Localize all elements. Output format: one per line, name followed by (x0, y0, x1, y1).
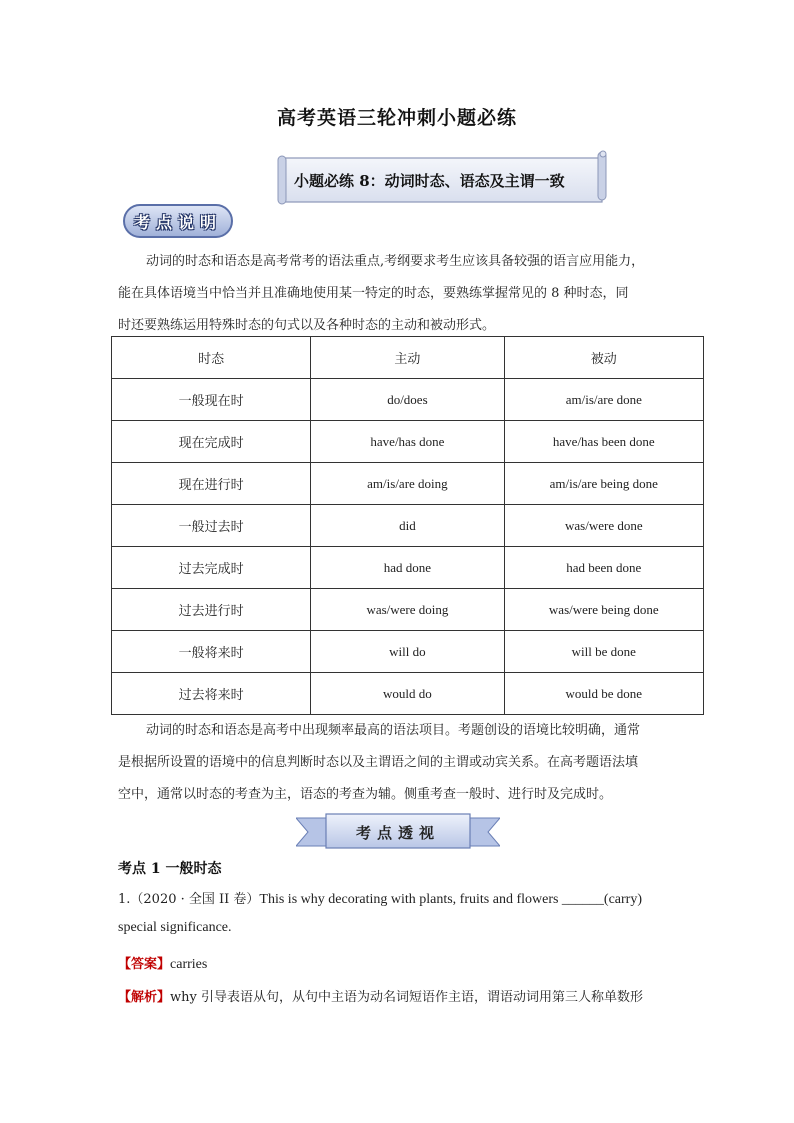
table-cell: am/is/are being done (504, 463, 703, 505)
table-cell: 过去完成时 (112, 547, 311, 589)
table-cell: have/has done (311, 421, 504, 463)
table-cell: would be done (504, 673, 703, 715)
table-cell: 一般过去时 (112, 505, 311, 547)
table-row (112, 589, 704, 631)
column-header: 时态 (112, 337, 311, 379)
answer-text: carries (170, 957, 208, 972)
table-row (112, 421, 704, 463)
table-cell: am/is/are doing (311, 463, 504, 505)
table-cell: was/were being done (504, 589, 703, 631)
table-cell: would do (311, 673, 504, 715)
table-cell: had done (311, 547, 504, 589)
question-1-continuation: special significance. (118, 920, 232, 935)
table-row (112, 547, 704, 589)
analysis-tag: 【解析】 (118, 990, 171, 1005)
summary-line: 空中，通常以时态的考查为主，语态的考查为辅。侧重考查一般时、进行时及完成时。 (118, 787, 613, 802)
summary-paragraph (118, 715, 688, 811)
analysis-text: why 引导表语从句，从句中主语为动名词短语作主语，谓语动词用第三人称单数形 (170, 990, 643, 1005)
column-header: 主动 (311, 337, 504, 379)
table-cell: will do (311, 631, 504, 673)
section-badge-kaodian-shuoming (122, 203, 234, 239)
question-number: 1.（2020 · 全国 II 卷） (118, 892, 260, 907)
answer-tag: 【答案】 (118, 957, 171, 972)
table-cell: 过去将来时 (112, 673, 311, 715)
question-text: This is why decorating with plants, fruits and flowers ______(carry) (259, 892, 643, 907)
badge-label: 考点透视 (355, 824, 440, 842)
table-cell: 一般将来时 (112, 631, 311, 673)
table-cell: 现在完成时 (112, 421, 311, 463)
intro-line: 时还要熟练运用特殊时态的句式以及各种时态的主动和被动形式。 (118, 318, 496, 333)
section-badge-kaodian-toushi (296, 812, 500, 852)
answer-line (118, 953, 207, 973)
table-row (112, 463, 704, 505)
badge-label: 考点说明 (133, 213, 222, 232)
intro-paragraph (118, 246, 688, 342)
column-header: 被动 (504, 337, 703, 379)
table-cell: 现在进行时 (112, 463, 311, 505)
question-1 (118, 888, 642, 908)
summary-line: 是根据所设置的语境中的信息判断时态以及主谓语之间的主谓或动宾关系。在高考题语法填 (118, 755, 639, 770)
table-cell: was/were doing (311, 589, 504, 631)
table-row (112, 505, 704, 547)
table-cell: 一般现在时 (112, 379, 311, 421)
summary-line: 动词的时态和语态是高考中出现频率最高的语法项目。考题创设的语境比较明确，通常 (146, 723, 641, 738)
tense-table (111, 336, 704, 715)
page-title: 高考英语三轮冲刺小题必练 (276, 107, 517, 129)
intro-line: 动词的时态和语态是高考常考的语法重点,考纲要求考生应该具备较强的语言应用能力， (146, 254, 645, 269)
table-cell: had been done (504, 547, 703, 589)
table-cell: do/does (311, 379, 504, 421)
table-row (112, 379, 704, 421)
analysis-line (118, 986, 643, 1005)
table-row (112, 673, 704, 715)
table-cell: did (311, 505, 504, 547)
kaodian-heading: 考点 1 一般时态 (118, 861, 222, 877)
table-cell: will be done (504, 631, 703, 673)
table-cell: have/has been done (504, 421, 703, 463)
table-cell: 过去进行时 (112, 589, 311, 631)
table-header-row (112, 337, 704, 379)
banner-title: 小题必练 8：动词时态、语态及主谓一致 (294, 172, 565, 190)
section-banner (276, 150, 610, 206)
table-row (112, 631, 704, 673)
intro-line: 能在具体语境当中恰当并且准确地使用某一特定的时态，要熟练掌握常见的 8 种时态，同 (118, 286, 629, 301)
table-cell: was/were done (504, 505, 703, 547)
table-cell: am/is/are done (504, 379, 703, 421)
